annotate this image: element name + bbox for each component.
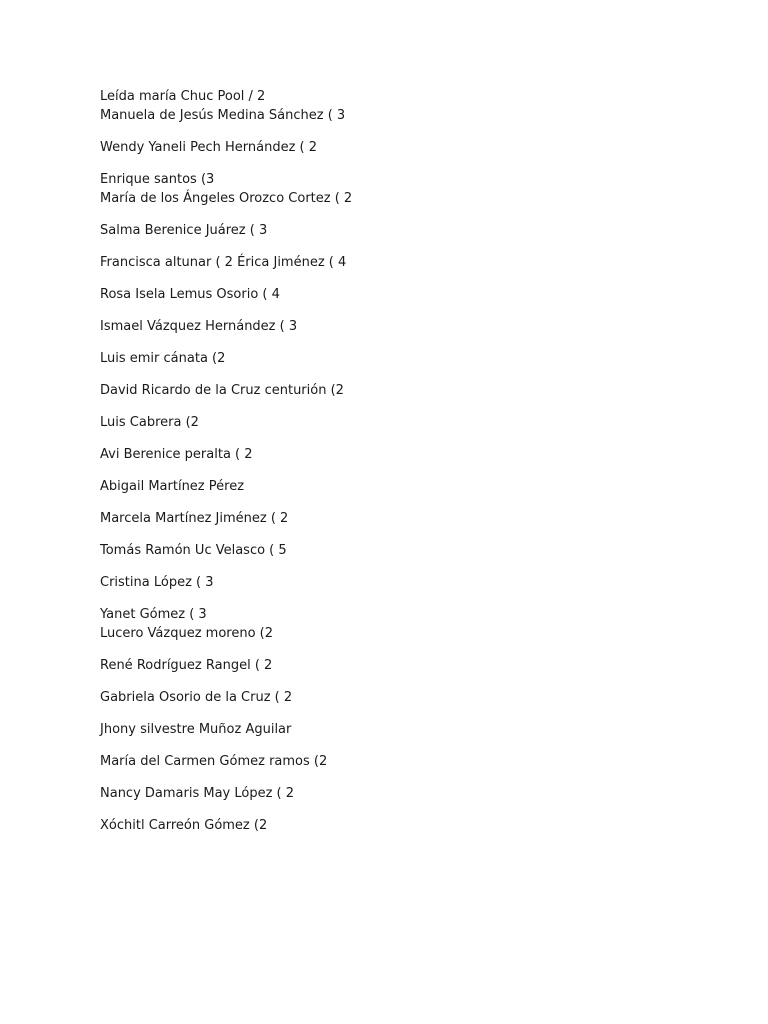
list-item: Yanet Gómez ( 3 [100,607,207,622]
list-item: David Ricardo de la Cruz centurión (2 [100,383,344,398]
list-item: Jhony silvestre Muñoz Aguilar [100,722,292,737]
list-item: Cristina López ( 3 [100,575,214,590]
list-item: Francisca altunar ( 2 Érica Jiménez ( 4 [100,255,347,270]
list-item: Manuela de Jesús Medina Sánchez ( 3 [100,108,346,123]
name-list [100,87,352,835]
list-item: Nancy Damaris May López ( 2 [100,786,295,801]
list-item: Wendy Yaneli Pech Hernández ( 2 [100,140,318,155]
list-item: Abigail Martínez Pérez [100,479,245,494]
list-item: Tomás Ramón Uc Velasco ( 5 [100,543,287,558]
list-item: Leída maría Chuc Pool / 2 [100,89,266,104]
list-item: Rosa Isela Lemus Osorio ( 4 [100,287,280,302]
list-item: Marcela Martínez Jiménez ( 2 [100,511,289,526]
list-item: María del Carmen Gómez ramos (2 [100,754,328,769]
list-item: Luis Cabrera (2 [100,415,199,430]
list-item: Ismael Vázquez Hernández ( 3 [100,319,298,334]
list-item: Avi Berenice peralta ( 2 [100,447,253,462]
list-item: Enrique santos (3 [100,172,215,187]
list-item: Salma Berenice Juárez ( 3 [100,223,268,238]
list-item: Gabriela Osorio de la Cruz ( 2 [100,690,293,705]
list-item: Lucero Vázquez moreno (2 [100,626,274,641]
list-item: Luis emir cánata (2 [100,351,226,366]
list-item: Xóchitl Carreón Gómez (2 [100,818,268,833]
list-item: René Rodríguez Rangel ( 2 [100,658,273,673]
list-item: María de los Ángeles Orozco Cortez ( 2 [100,191,353,206]
